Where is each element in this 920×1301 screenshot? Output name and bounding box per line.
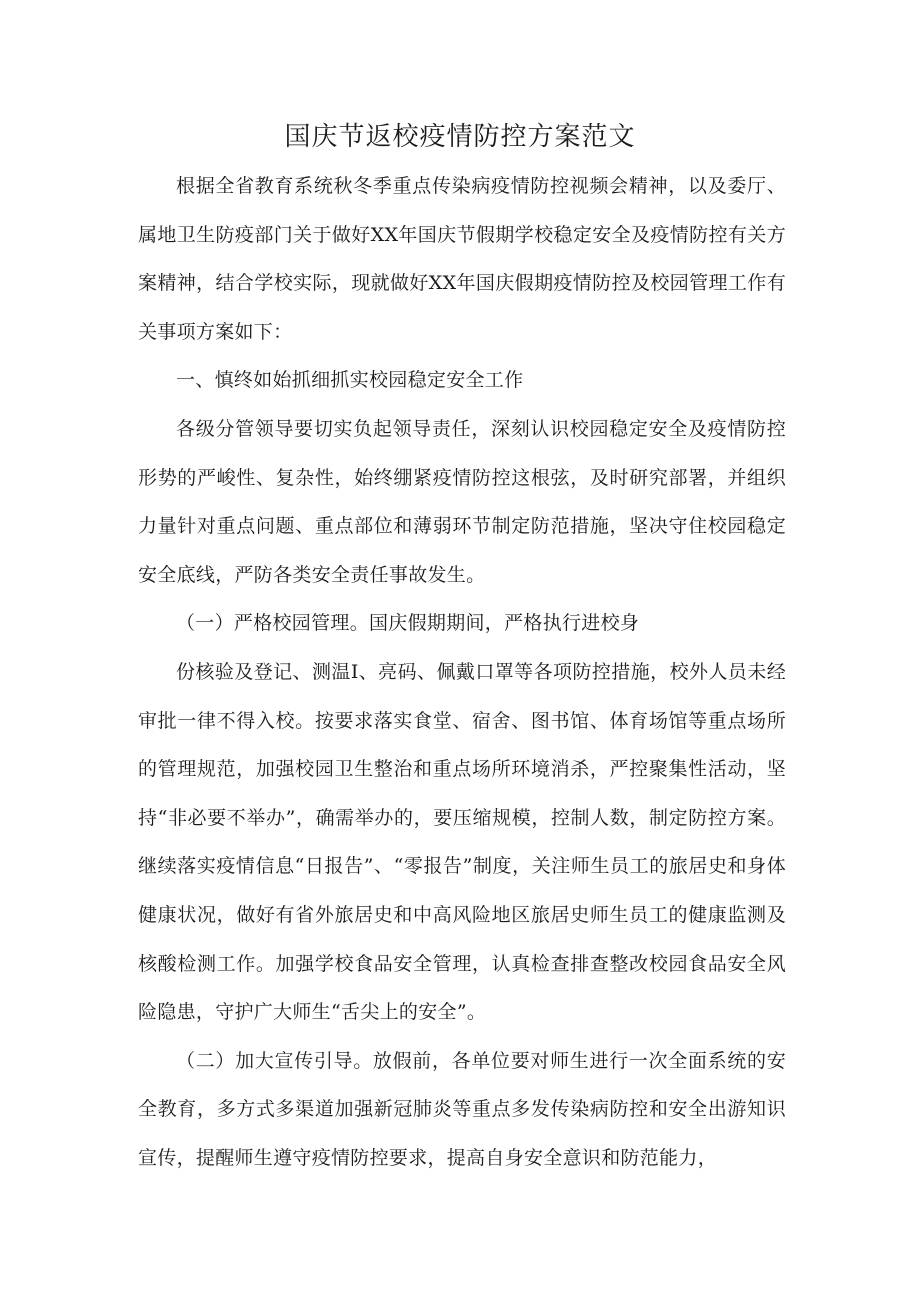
subsection-2-paragraph: （二）加大宣传引导。放假前，各单位要对师生进行一次全面系统的安全教育，多方式多渠道加强新冠肺炎等重点多发传染病防控和安全出游知识宣传，提醒师生遵守疫情防控要求，提高自身安全意识和防范能力， <box>138 1049 786 1169</box>
subsection-1-heading: （一）严格校园管理。国庆假期期间，严格执行进校身 <box>176 612 640 635</box>
intro-paragraph: 根据全省教育系统秋冬季重点传染病疫情防控视频会精神，以及委厅、属地卫生防疫部门关于做好XX年国庆节假期学校稳定安全及疫情防控有关方案精神，结合学校实际，现就做好XX年国庆假期疫情防控及校园管理工作有关事项方案如下： <box>138 175 786 343</box>
document-title: 国庆节返校疫情防控方案范文 <box>284 122 636 152</box>
section-heading-1: 一、慎终如始抓细抓实校园稳定安全工作 <box>176 369 524 392</box>
section-1-paragraph: 各级分管领导要切实负起领导责任，深刻认识校园稳定安全及疫情防控形势的严峻性、复杂性，始终绷紧疫情防控这根弦，及时研究部署，并组织力量针对重点问题、重点部位和薄弱环节制定防范措施，坚决守住校园稳定安全底线，严防各类安全责任事故发生。 <box>138 417 786 586</box>
document-body <box>138 162 786 1182</box>
subsection-1-paragraph: 份核验及登记、测温I、亮码、佩戴口罩等各项防控措施，校外人员未经审批一律不得入校。按要求落实食堂、宿舍、图书馆、体育场馆等重点场所的管理规范，加强校园卫生整治和重点场所环境消杀，严控聚集性活动，坚持“非必要不举办”，确需举办的，要压缩规模，控制人数，制定防控方案。继续落实疫情信息“日报告”、“零报告”制度，关注师生员工的旅居史和身体健康状况，做好有省外旅居史和中高风险地区旅居史师生员工的健康监测及核酸检测工作。加强学校食品安全管理，认真检查排查整改校园食品安全风险隐患，守护广大师生“舌尖上的安全”。 <box>138 660 786 1024</box>
